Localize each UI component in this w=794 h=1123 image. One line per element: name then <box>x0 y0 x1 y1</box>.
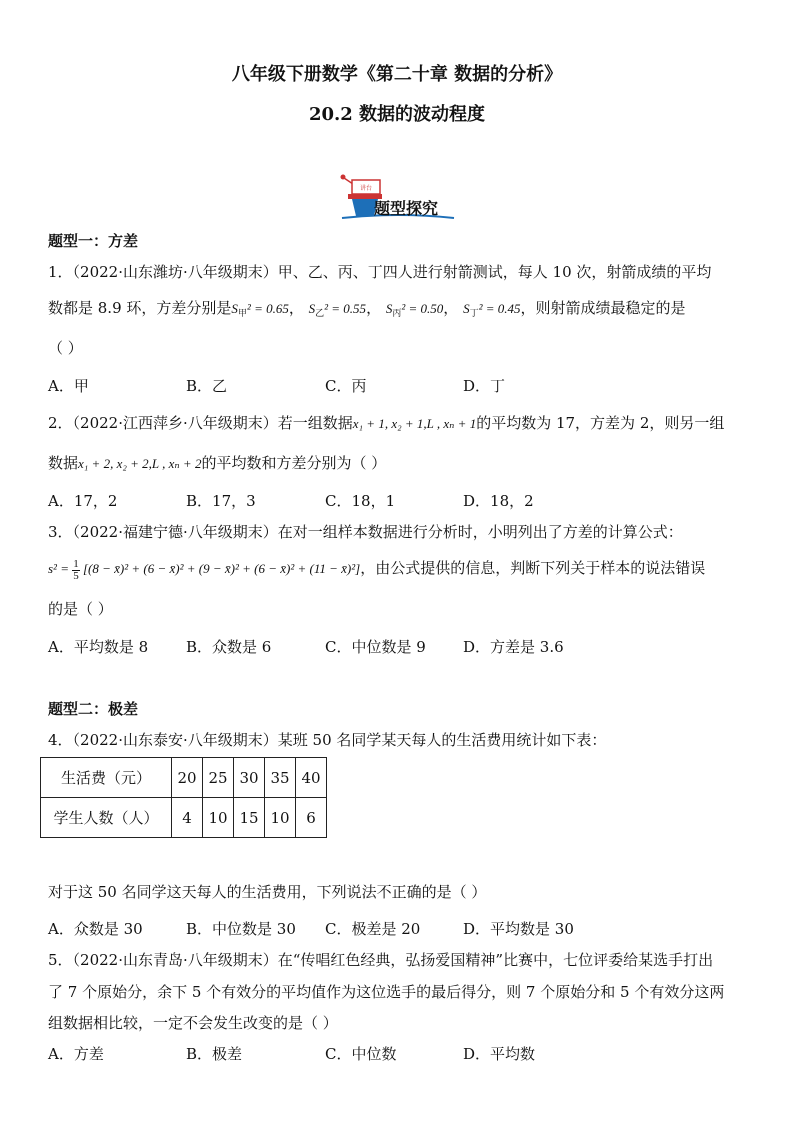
table-cell: 4 <box>172 798 203 838</box>
q3-line1: 3．（2022·福建宁德·八年级期末）在对一组样本数据进行分析时，小明列出了方差的计算公式： <box>48 523 683 541</box>
variance-formula: s² = $\frac{1}{5}$ [(8 − x̄)² + (6 − x̄)² + (9 − x̄)² + (6 − x̄)² + (11 − x̄)²] <box>48 557 361 582</box>
q1-line1: 1．（2022·山东潍坊·八年级期末）甲、乙、丙、丁四人进行射箭测试，每人 10 次，射箭成绩的平均 <box>48 263 712 281</box>
table-row <box>41 758 327 798</box>
page-title: 八年级下册数学《第二十章 数据的分析》 <box>231 64 563 85</box>
q1-blank: （ ） <box>48 339 83 357</box>
page-subtitle: 20.2 数据的波动程度 <box>308 104 486 125</box>
q3-option-d: D．方差是 3.6 <box>463 638 564 656</box>
table-cell: 10 <box>203 798 234 838</box>
banner-label: 题型探究 <box>374 199 439 218</box>
q2-option-b: B．17，3 <box>186 492 256 510</box>
q3-line3: 的是（ ） <box>48 600 113 618</box>
q4-option-b: B．中位数是 30 <box>186 920 296 938</box>
q3-option-a: A．平均数是 8 <box>48 638 149 656</box>
q1-option-c: C．丙 <box>325 377 367 395</box>
table-cell: 30 <box>234 758 265 798</box>
table-row-label: 生活费（元） <box>41 758 172 798</box>
q5-line1: 5．（2022·山东青岛·八年级期末）在“传唱红色经典，弘扬爱国精神”比赛中，七位评委给某选手打出 <box>48 951 714 969</box>
q2-line2: 数据x₁ + 2, x₂ + 2,L , xₙ + 2的平均数和方差分别为（ ） <box>48 454 387 472</box>
table-cell: 25 <box>203 758 234 798</box>
q5-option-c: C．中位数 <box>325 1045 397 1063</box>
q1-option-b: B．乙 <box>186 377 228 395</box>
section-heading: 题型一：方差 <box>48 232 139 250</box>
q4-option-c: C．极差是 20 <box>325 920 421 938</box>
living-expense-table <box>40 757 327 838</box>
q1-option-a: A．甲 <box>48 377 89 395</box>
q3-option-b: B．众数是 6 <box>186 638 272 656</box>
table-cell: 10 <box>265 798 296 838</box>
q1-line2: 数都是 8.9 环，方差分别是$S_甲^2 = 0.65$， $S_乙^2 = 0.55$， $S_丙^2 = 0.50$， $S_丁^2 = 0.45$，则射箭成绩最稳定的是 <box>48 299 686 318</box>
q5-option-d: D．平均数 <box>463 1045 536 1063</box>
q4-option-d: D．平均数是 30 <box>463 920 574 938</box>
q4-line1: 4．（2022·山东泰安·八年级期末）某班 50 名同学某天每人的生活费用统计如下表： <box>48 731 607 749</box>
table-cell: 20 <box>172 758 203 798</box>
q3-option-c: C．中位数是 9 <box>325 638 426 656</box>
q5-option-a: A．方差 <box>48 1045 104 1063</box>
q4-option-a: A．众数是 30 <box>48 920 143 938</box>
table-row <box>41 798 327 838</box>
q5-line2: 了 7 个原始分，余下 5 个有效分的平均值作为这位选手的最后得分，则 7 个原始分和 5 个有效分这两 <box>48 983 725 1001</box>
q2-option-d: D．18，2 <box>463 492 534 510</box>
section-heading: 题型二：极差 <box>48 700 139 718</box>
q2-line1: 2．（2022·江西萍乡·八年级期末）若一组数据x₁ + 1, x₂ + 1,L , xₙ + 1的平均数为 17，方差为 2，则另一组 <box>48 414 725 432</box>
table-cell: 35 <box>265 758 296 798</box>
q3-formula-line: s² = $\frac{1}{5}$ [(8 − x̄)² + (6 − x̄)² + (9 − x̄)² + (6 − x̄)² + (11 − x̄)²]，由公式提供的信息，判断下列关于样本的说法错误 <box>48 557 706 582</box>
q5-line3: 组数据相比较，一定不会发生改变的是（ ） <box>48 1014 338 1032</box>
podium-sign-text: 讲台 <box>359 185 373 192</box>
table-cell: 40 <box>296 758 327 798</box>
q2-option-c: C．18，1 <box>325 492 396 510</box>
q2-option-a: A．17，2 <box>48 492 118 510</box>
q1-option-d: D．丁 <box>463 377 506 395</box>
table-row-label: 学生人数（人） <box>41 798 172 838</box>
q5-option-b: B．极差 <box>186 1045 243 1063</box>
q4-line2: 对于这 50 名同学这天每人的生活费用，下列说法不正确的是（ ） <box>48 883 487 901</box>
table-cell: 6 <box>296 798 327 838</box>
table-cell: 15 <box>234 798 265 838</box>
